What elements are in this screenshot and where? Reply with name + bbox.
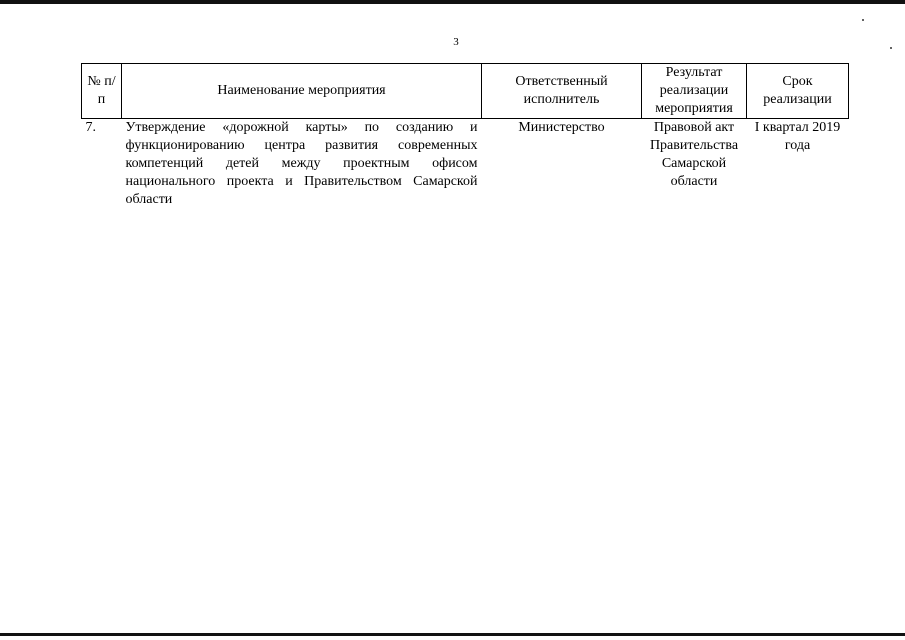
header-name: Наименование мероприятия (122, 64, 482, 119)
row-num: 7. (85, 120, 96, 135)
scan-speck (862, 19, 864, 21)
events-table (81, 63, 849, 209)
table-header-row (82, 64, 849, 119)
row-deadline: I квартал 2019 года (754, 120, 841, 153)
row-result: Правовой акт Правительства Самарской области (649, 120, 739, 189)
row-responsible: Министерство (518, 120, 605, 135)
header-result: Результат реализации мероприятия (642, 64, 747, 119)
scan-speck (890, 47, 892, 49)
row-name: Утверждение «дорожной карты» по созданию и функционированию центра развития современных компетенций детей между проектным офисом национального проекта и Правительством Самарской области (125, 120, 478, 207)
page-number: 3 (453, 36, 459, 48)
scan-edge-top (0, 0, 905, 4)
table-row (82, 119, 849, 210)
header-deadline: Срок реализации (747, 64, 849, 119)
header-responsible: Ответственный исполнитель (482, 64, 642, 119)
header-num: № п/п (82, 64, 122, 119)
scan-edge-bottom (0, 633, 905, 636)
